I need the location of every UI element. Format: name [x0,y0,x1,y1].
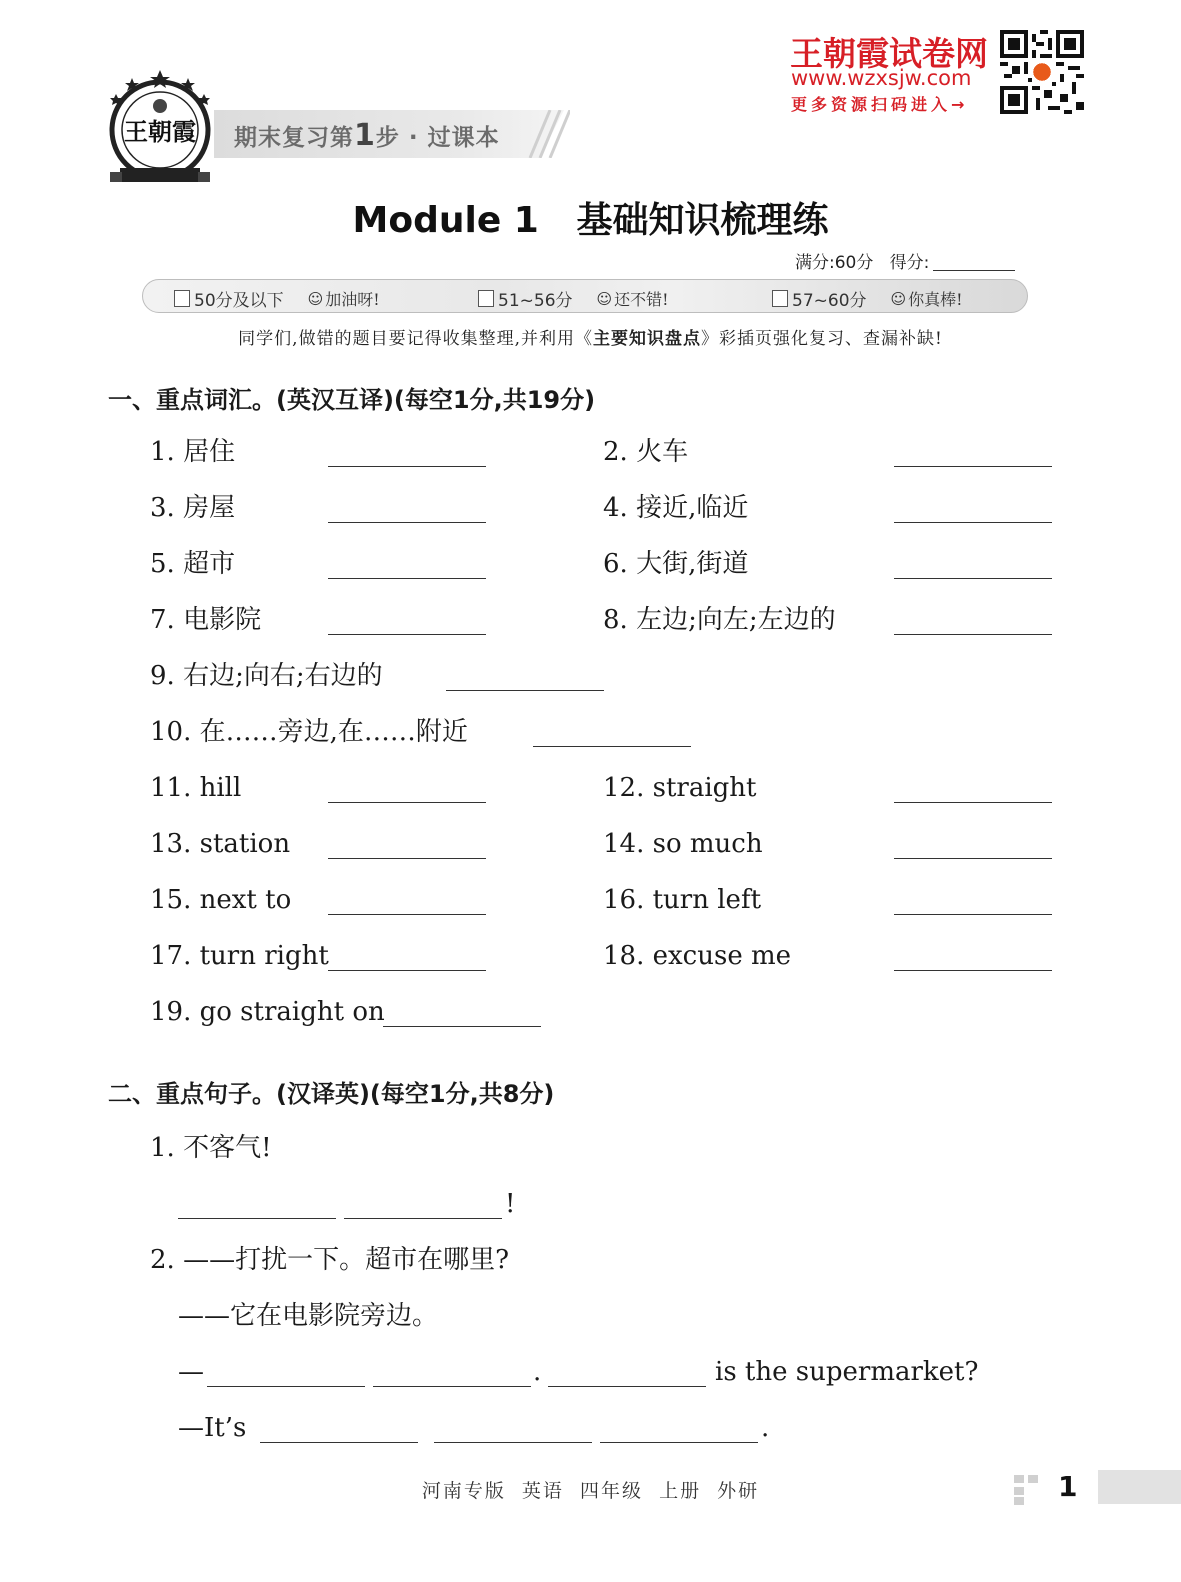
sentence-question: 2. ——打扰一下。超市在哪里? [150,1245,510,1275]
step-prefix: 期末复习第 [234,125,354,151]
banner-stripes [520,110,570,158]
answer-blank[interactable] [894,858,1052,859]
checkbox-icon[interactable] [772,290,788,307]
page-title: Module 1 基础知识梳理练 [352,200,829,241]
answer-blank[interactable] [383,1026,541,1027]
answer-blank[interactable] [328,858,486,859]
vocab-item: 4. 接近,临近 [603,493,749,523]
vocab-item: 15. next to [150,885,292,915]
page-corner-decoration [1014,1473,1054,1505]
vocab-item: 3. 房屋 [150,493,236,523]
notice-text-end: 》彩插页强化复习、查漏补缺! [700,329,943,349]
sentence-fragment: —It’s [178,1413,247,1443]
grade-option-1[interactable] [174,286,380,311]
checkbox-icon[interactable] [174,290,190,307]
answer-blank[interactable] [328,802,486,803]
brand-url[interactable]: www.wzxsjw.com [791,66,972,90]
checkbox-icon[interactable] [478,290,494,307]
answer-blank[interactable] [548,1386,706,1387]
answer-blank[interactable] [894,970,1052,971]
answer-blank[interactable] [328,522,486,523]
answer-blank[interactable] [178,1218,336,1219]
answer-blank[interactable] [446,690,604,691]
vocab-item: 5. 超市 [150,549,236,579]
score-label: 得分: [889,253,930,273]
answer-blank[interactable] [328,634,486,635]
punctuation: . [761,1413,770,1443]
grade-cheer: 加油呀! [325,290,380,309]
svg-text:王朝霞: 王朝霞 [124,117,196,146]
page-number: 1 [1058,1470,1078,1503]
vocab-item: 9. 右边;向右;右边的 [150,661,383,691]
vocab-item: 11. hill [150,773,242,803]
grade-cheer: 你真棒! [908,290,963,309]
grade-range: 57~60分 [792,291,867,311]
step-suffix: 步 · 过课本 [375,125,500,151]
brand-logo [104,68,216,186]
footer-edition: 河南专版 英语 四年级 上册 外研 [421,1480,760,1502]
smiley-icon: ☺ [596,289,613,308]
answer-blank[interactable] [207,1386,365,1387]
study-notice [0,324,1181,349]
vocab-item: 18. excuse me [603,941,792,971]
answer-blank[interactable] [328,914,486,915]
answer-blank[interactable] [894,466,1052,467]
answer-blank[interactable] [328,578,486,579]
score-line [795,248,1015,273]
vocab-item: 8. 左边;向左;左边的 [603,605,836,635]
answer-blank[interactable] [344,1218,502,1219]
step-label [234,118,500,153]
vocab-item: 2. 火车 [603,437,689,467]
score-blank[interactable] [933,270,1015,271]
answer-blank[interactable] [434,1442,592,1443]
answer-blank[interactable] [894,634,1052,635]
grade-range: 50分及以下 [194,291,284,311]
answer-blank[interactable] [894,522,1052,523]
vocab-item: 7. 电影院 [150,605,262,635]
answer-blank[interactable] [328,466,486,467]
section-heading-sentences: 二、重点句子。(汉译英)(每空1分,共8分) [108,1080,555,1108]
answer-blank[interactable] [894,914,1052,915]
step-number: 1 [354,118,376,153]
notice-highlight: 主要知识盘点 [592,329,701,349]
dialogue-dash: — [178,1357,204,1387]
grade-option-3[interactable] [772,286,963,311]
vocab-item: 6. 大街,街道 [603,549,749,579]
vocab-item: 12. straight [603,773,757,803]
vocab-item: 14. so much [603,829,763,859]
sentence-answer-prompt: ——它在电影院旁边。 [178,1301,439,1331]
vocab-item: 19. go straight on [150,997,385,1027]
brand-name: 王朝霞试卷网 [790,34,988,73]
smiley-icon: ☺ [307,289,324,308]
smiley-icon: ☺ [890,289,907,308]
answer-blank[interactable] [260,1442,418,1443]
answer-blank[interactable] [894,802,1052,803]
grade-option-2[interactable] [478,286,669,311]
page-tab [1098,1470,1181,1504]
punctuation: . [533,1357,542,1387]
sentence-question: 1. 不客气! [150,1133,272,1163]
vocab-item: 13. station [150,829,291,859]
vocab-item: 10. 在……旁边,在……附近 [150,717,468,747]
notice-text: 同学们,做错的题目要记得收集整理,并利用《 [238,329,593,349]
vocab-item: 17. turn right [150,941,329,971]
sentence-fragment: is the supermarket? [715,1357,979,1387]
full-score: 满分:60分 [795,253,874,273]
answer-blank[interactable] [894,578,1052,579]
section-heading-vocabulary: 一、重点词汇。(英汉互译)(每空1分,共19分) [108,386,596,414]
answer-blank[interactable] [328,970,486,971]
vocab-item: 1. 居住 [150,437,236,467]
answer-blank[interactable] [600,1442,758,1443]
vocab-item: 16. turn left [603,885,762,915]
qr-code-icon[interactable] [1000,30,1084,114]
answer-blank[interactable] [533,746,691,747]
answer-blank[interactable] [373,1386,531,1387]
grade-range: 51~56分 [498,291,573,311]
punctuation: ! [505,1189,516,1219]
grade-cheer: 还不错! [614,290,669,309]
brand-subtitle: 更多资源扫码进入→ [791,95,969,114]
